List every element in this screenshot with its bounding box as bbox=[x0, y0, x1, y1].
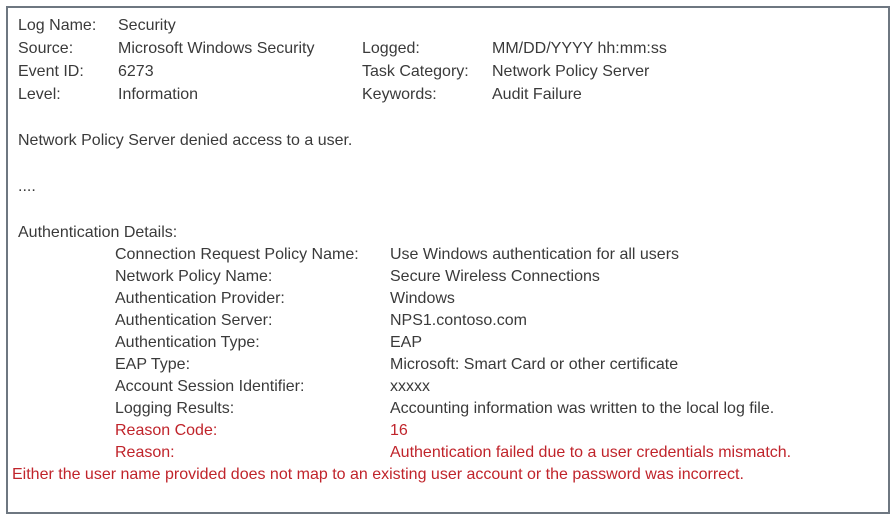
auth-detail-value: 16 bbox=[390, 422, 408, 439]
auth-detail-label: Reason: bbox=[115, 444, 175, 461]
header-value-right: Network Policy Server bbox=[492, 63, 650, 80]
auth-detail-label: Authentication Server: bbox=[115, 312, 273, 329]
auth-detail-value: Windows bbox=[390, 290, 455, 307]
event-header bbox=[18, 14, 878, 106]
header-label-right: Keywords: bbox=[362, 86, 437, 103]
auth-detail-label: Network Policy Name: bbox=[115, 268, 273, 285]
blank-line bbox=[18, 198, 878, 221]
auth-detail-row bbox=[18, 288, 878, 310]
blank-line bbox=[18, 152, 878, 175]
auth-detail-row bbox=[18, 310, 878, 332]
auth-detail-value: Secure Wireless Connections bbox=[390, 268, 600, 285]
auth-detail-value: Authentication failed due to a user credentials mismatch. bbox=[390, 444, 792, 461]
event-description: Network Policy Server denied access to a user. bbox=[18, 132, 353, 149]
header-value-left: Information bbox=[118, 86, 199, 103]
auth-detail-label: EAP Type: bbox=[115, 356, 191, 373]
auth-detail-row bbox=[18, 266, 878, 288]
auth-detail-row bbox=[18, 354, 878, 376]
auth-detail-row bbox=[18, 420, 878, 442]
event-header-row bbox=[18, 37, 878, 60]
auth-detail-value: NPS1.contoso.com bbox=[390, 312, 527, 329]
auth-detail-label: Authentication Provider: bbox=[115, 290, 285, 307]
auth-detail-row bbox=[18, 376, 878, 398]
auth-detail-row bbox=[18, 442, 878, 464]
event-header-row bbox=[18, 83, 878, 106]
auth-detail-label: Logging Results: bbox=[115, 400, 235, 417]
auth-detail-label: Authentication Type: bbox=[115, 334, 260, 351]
header-label-right: Logged: bbox=[362, 40, 420, 57]
header-label-left: Event ID: bbox=[18, 63, 84, 80]
blank-line bbox=[18, 106, 878, 129]
auth-detail-label: Reason Code: bbox=[115, 422, 218, 439]
header-label-left: Log Name: bbox=[18, 17, 97, 34]
header-value-left: 6273 bbox=[118, 63, 154, 80]
header-value-left: Security bbox=[118, 17, 176, 34]
header-value-right bbox=[492, 14, 878, 37]
auth-detail-row bbox=[18, 398, 878, 420]
auth-detail-row bbox=[18, 332, 878, 354]
header-value-left: Microsoft Windows Security bbox=[118, 40, 315, 57]
header-value-right: Audit Failure bbox=[492, 86, 582, 103]
auth-detail-value: xxxxx bbox=[390, 378, 430, 395]
header-label-right: Task Category: bbox=[362, 63, 469, 80]
auth-details-list bbox=[18, 244, 878, 464]
auth-details-heading: Authentication Details: bbox=[18, 224, 178, 241]
auth-detail-label: Account Session Identifier: bbox=[115, 378, 305, 395]
event-header-row bbox=[18, 14, 878, 37]
auth-detail-label: Connection Request Policy Name: bbox=[115, 246, 359, 263]
event-header-row bbox=[18, 60, 878, 83]
header-label-right bbox=[362, 14, 492, 37]
footer-note: Either the user name provided does not map to an existing user account or the password was incorrect. bbox=[12, 466, 744, 483]
auth-detail-value: Microsoft: Smart Card or other certificate bbox=[390, 356, 679, 373]
auth-detail-value: Use Windows authentication for all users bbox=[390, 246, 680, 263]
event-log-panel bbox=[6, 6, 890, 514]
auth-detail-value: Accounting information was written to the local log file. bbox=[390, 400, 775, 417]
header-label-left: Source: bbox=[18, 40, 74, 57]
ellipsis-text: .... bbox=[18, 178, 36, 195]
auth-detail-row bbox=[18, 244, 878, 266]
auth-detail-value: EAP bbox=[390, 334, 423, 351]
header-label-left: Level: bbox=[18, 86, 61, 103]
header-value-right: MM/DD/YYYY hh:mm:ss bbox=[492, 40, 667, 57]
